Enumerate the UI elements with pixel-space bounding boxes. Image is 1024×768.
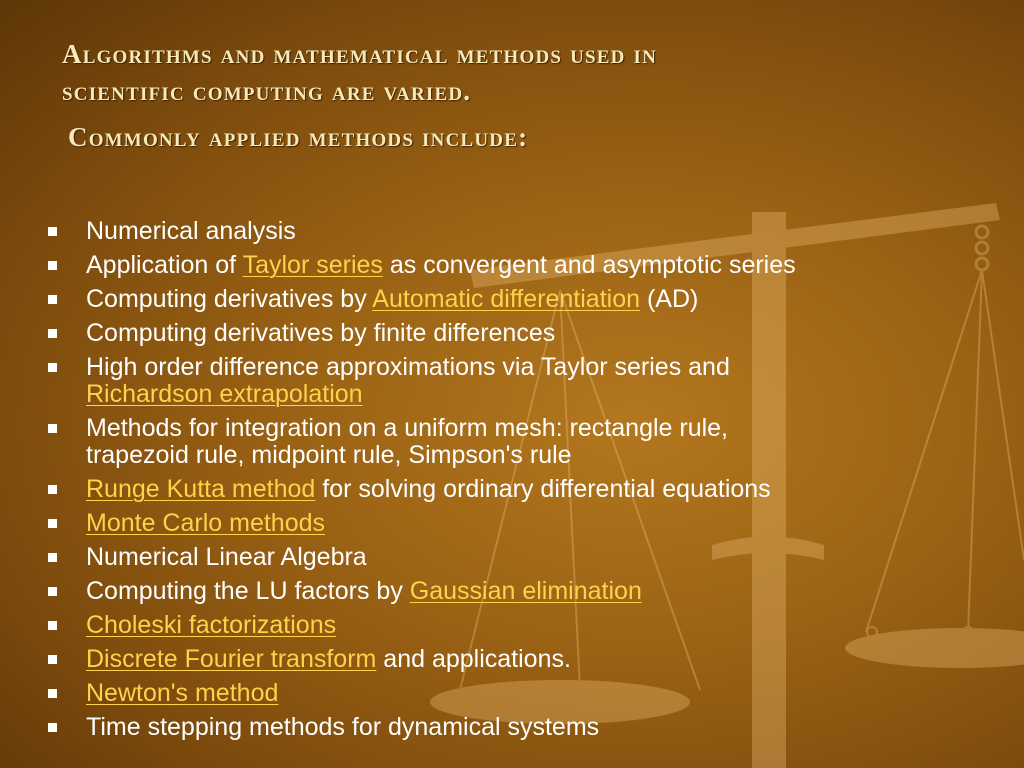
square-bullet-icon — [48, 485, 57, 494]
square-bullet-icon — [48, 621, 57, 630]
list-item — [48, 510, 948, 537]
square-bullet-icon — [48, 655, 57, 664]
square-bullet-icon — [48, 329, 57, 338]
list-item-text: for solving ordinary differential equations — [315, 475, 771, 503]
square-bullet-icon — [48, 227, 57, 236]
list-item — [48, 320, 948, 347]
methods-list — [48, 218, 948, 748]
list-item — [48, 544, 948, 571]
list-item-text: Computing derivatives by finite differences — [86, 319, 556, 347]
list-item — [48, 578, 948, 605]
square-bullet-icon — [48, 261, 57, 270]
list-item — [48, 218, 948, 245]
square-bullet-icon — [48, 587, 57, 596]
square-bullet-icon — [48, 553, 57, 562]
hyperlink[interactable]: Runge Kutta method — [86, 475, 316, 503]
list-item — [48, 354, 948, 408]
list-item — [48, 714, 948, 741]
square-bullet-icon — [48, 295, 57, 304]
list-item-text: Computing the LU factors by — [86, 577, 410, 605]
square-bullet-icon — [48, 424, 57, 433]
list-item-text: Computing derivatives by — [86, 285, 373, 313]
hyperlink[interactable]: Richardson extrapolation — [86, 380, 363, 408]
square-bullet-icon — [48, 689, 57, 698]
list-item-text: trapezoid rule, midpoint rule, Simpson's rule — [86, 441, 572, 469]
hyperlink[interactable]: Choleski factorizations — [86, 611, 337, 639]
list-item-text: Time stepping methods for dynamical systems — [86, 713, 600, 741]
list-item-text: High order difference approximations via Taylor series and — [86, 353, 730, 381]
title-line: Algorithms and mathematical methods used in — [62, 39, 658, 69]
list-item-text: Methods for integration on a uniform mesh: rectangle rule, — [86, 414, 729, 442]
list-item — [48, 612, 948, 639]
list-item — [48, 415, 948, 469]
slide-title — [62, 36, 942, 156]
list-item — [48, 680, 948, 707]
hyperlink[interactable]: Newton's method — [86, 679, 279, 707]
hyperlink[interactable]: Discrete Fourier transform — [86, 645, 377, 673]
list-item-text: Numerical Linear Algebra — [86, 543, 367, 571]
list-item — [48, 476, 948, 503]
list-item-text: and applications. — [376, 645, 571, 673]
hyperlink[interactable]: Taylor series — [242, 251, 383, 279]
list-item — [48, 646, 948, 673]
list-item — [48, 286, 948, 313]
list-item-text: Numerical analysis — [86, 217, 296, 245]
title-line: scientific computing are varied. — [62, 76, 472, 106]
list-item-text: as convergent and asymptotic series — [382, 251, 796, 279]
list-item — [48, 252, 948, 279]
square-bullet-icon — [48, 363, 57, 372]
title-line: Commonly applied methods include: — [68, 122, 529, 152]
square-bullet-icon — [48, 723, 57, 732]
list-item-text: (AD) — [640, 285, 699, 313]
square-bullet-icon — [48, 519, 57, 528]
hyperlink[interactable]: Gaussian elimination — [409, 577, 642, 605]
hyperlink[interactable]: Automatic differentiation — [372, 285, 641, 313]
hyperlink[interactable]: Monte Carlo methods — [86, 509, 326, 537]
list-item-text: Application of — [86, 251, 243, 279]
